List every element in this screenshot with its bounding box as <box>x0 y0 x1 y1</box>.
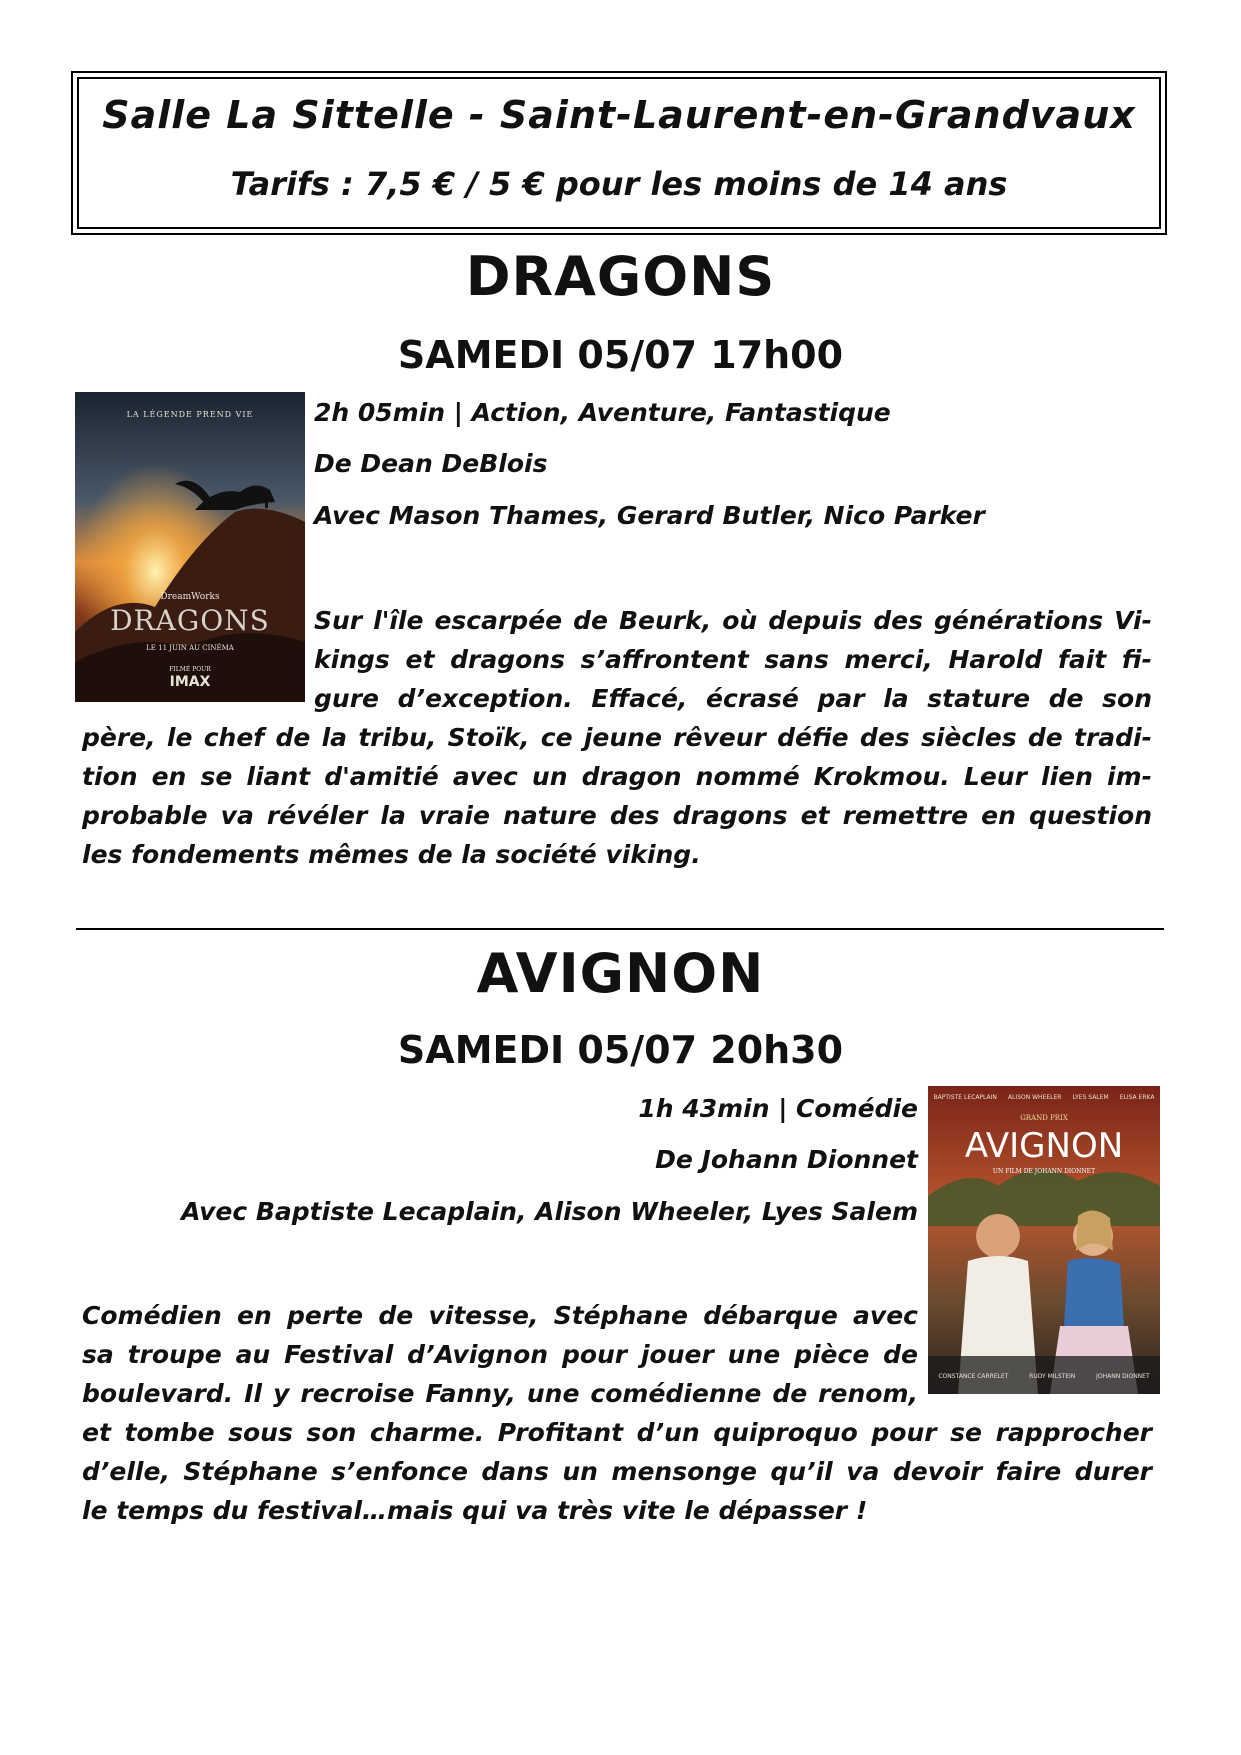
venue-title: Salle La Sittelle - Saint-Laurent-en-Grandvaux <box>102 93 1136 137</box>
poster-dragons-studio: DreamWorks <box>160 592 220 602</box>
poster-avignon <box>928 1086 1160 1394</box>
synopsis-line: d’elle, Stéphane s’enfonce dans un mensonge qu’il va devoir faire durer <box>82 1457 1152 1486</box>
synopsis-line: les fondements mêmes de la société viking. <box>82 840 701 869</box>
synopsis-line: tion en se liant d'amitié avec un dragon nommé Krokmou. Leur lien im- <box>82 762 1152 791</box>
synopsis-line: kings et dragons s’affrontent sans merci, Harold fait fi- <box>314 645 1152 674</box>
synopsis-line: sa troupe au Festival d’Avignon pour jouer une pièce de <box>82 1340 918 1369</box>
poster-cast-name: LYES SALEM <box>1072 1094 1109 1101</box>
film-title-avignon: AVIGNON <box>476 942 765 1005</box>
poster-cast-name: CONSTANCE CARRELET <box>938 1373 1009 1380</box>
film-cast-dragons: Avec Mason Thames, Gerard Butler, Nico Parker <box>314 501 985 530</box>
poster-dragons <box>75 392 305 702</box>
synopsis-line: Sur l'île escarpée de Beurk, où depuis des générations Vi- <box>314 606 1152 635</box>
synopsis-line: et tombe sous son charme. Profitant d’un quiproquo pour se rapprocher <box>82 1418 1152 1447</box>
prices-line: Tarifs : 7,5 € / 5 € pour les moins de 14 ans <box>230 165 1008 203</box>
poster-dragons-art <box>75 392 305 702</box>
poster-avignon-name: AVIGNON <box>964 1126 1124 1166</box>
poster-cast-name: BAPTISTE LECAPLAIN <box>933 1094 997 1101</box>
poster-avignon-cast-top <box>928 1094 1160 1101</box>
film-cast-avignon: Avec Baptiste Lecaplain, Alison Wheeler, Lyes Salem <box>181 1197 918 1226</box>
synopsis-avignon-top <box>82 1296 918 1413</box>
poster-cast-name: JOHANN DIONNET <box>1096 1373 1150 1380</box>
showtime-dragons: SAMEDI 05/07 17h00 <box>397 333 844 377</box>
poster-dragons-format: IMAX <box>169 674 211 690</box>
film-director-avignon: De Johann Dionnet <box>655 1145 918 1174</box>
showtime-avignon: SAMEDI 05/07 20h30 <box>397 1028 844 1072</box>
synopsis-line: Comédien en perte de vitesse, Stéphane débarque avec <box>82 1301 918 1330</box>
synopsis-line: père, le chef de la tribu, Stoïk, ce jeune rêveur défie des siècles de tradi- <box>82 723 1152 752</box>
synopsis-dragons-bottom <box>82 718 1152 874</box>
poster-cast-name: RUDY MILSTEIN <box>1029 1373 1076 1380</box>
film-director-dragons: De Dean DeBlois <box>314 449 548 478</box>
poster-dragons-format-label: FILMÉ POUR <box>169 666 211 673</box>
poster-dragons-tagline: LA LÉGENDE PREND VIE <box>126 410 254 419</box>
header-box <box>71 71 1167 235</box>
film-title-dragons: DRAGONS <box>465 245 776 308</box>
poster-dragons-release: LE 11 JUIN AU CINÉMA <box>146 644 234 652</box>
synopsis-line: le temps du festival…mais qui va très vite le dépasser ! <box>82 1496 868 1525</box>
poster-cast-name: ALISON WHEELER <box>1007 1094 1062 1101</box>
section-divider <box>76 928 1164 930</box>
synopsis-line: boulevard. Il y recroise Fanny, une comédienne de renom, <box>82 1379 918 1408</box>
film-info-avignon: 1h 43min | Comédie <box>638 1094 918 1123</box>
synopsis-line: probable va révéler la vraie nature des dragons et remettre en question <box>82 801 1152 830</box>
poster-avignon-cast-bottom <box>928 1373 1160 1380</box>
poster-avignon-credit: UN FILM DE JOHANN DIONNET <box>992 1168 1096 1175</box>
poster-avignon-award: GRAND PRIX <box>1020 1114 1068 1122</box>
poster-cast-name: ELISA ERKA <box>1119 1094 1155 1101</box>
synopsis-avignon-bottom <box>82 1413 1152 1530</box>
synopsis-dragons-top <box>314 601 1152 718</box>
header-inner-border <box>77 77 1161 229</box>
synopsis-line: gure d’exception. Effacé, écrasé par la stature de son <box>314 684 1152 713</box>
film-info-dragons: 2h 05min | Action, Aventure, Fantastique <box>314 398 891 427</box>
poster-dragons-name: DRAGONS <box>110 604 270 637</box>
